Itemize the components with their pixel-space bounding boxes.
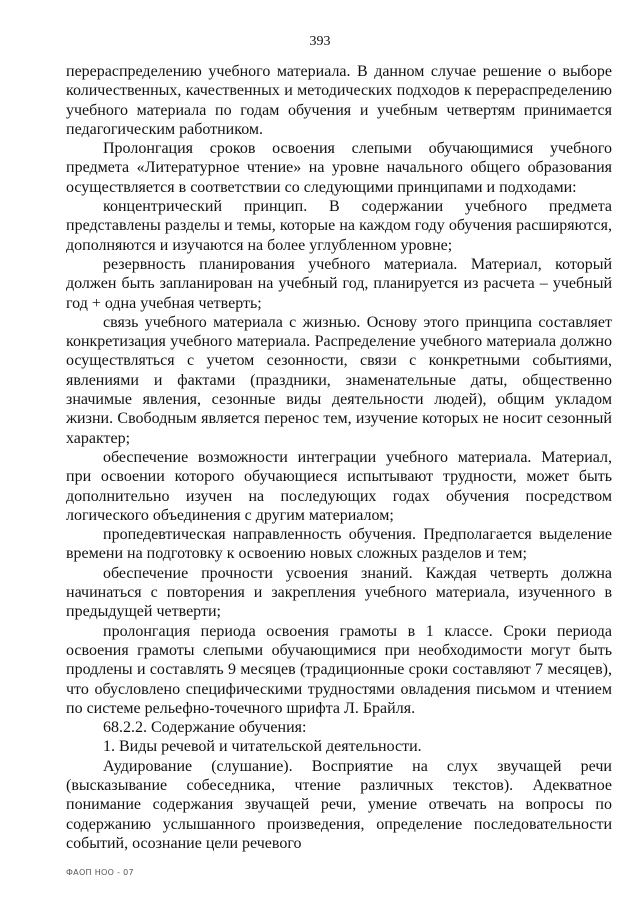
paragraph-knowledge-retention: обеспечение прочности усвоения знаний. Каждая четверть должна начинаться с повторения и закрепления учебного материала, изученного в предыдущей четверти; bbox=[66, 564, 612, 621]
paragraph-integration: обеспечение возможности интеграции учебного материала. Материал, при освоении которого обучающиеся испытывают трудности, может быть дополнительно изучен на последующих годах обучения посредством логического объединения с другим материалом; bbox=[66, 448, 612, 524]
paragraph-planning-reserve: резервность планирования учебного материала. Материал, который должен быть запланирован на учебный год, планируется из расчета – учебный год + одна учебная четверть; bbox=[66, 255, 612, 312]
paragraph-concentric-principle: концентрический принцип. В содержании учебного предмета представлены разделы и темы, которые на каждом году обучения расширяются, дополняются и изучаются на более углубленном уровне; bbox=[66, 198, 612, 254]
subsection-heading-speech-activity: 1. Виды речевой и читательской деятельности. bbox=[103, 738, 422, 756]
footer-document-code: ФАОП НОО - 07 bbox=[66, 868, 134, 877]
paragraph-continuation: перераспределению учебного материала. В данном случае решение о выборе количественных, качественных и методических подходов к перераспределению учебного материала по годам обучения и учебным четвертям принимается педагогическим работником. bbox=[66, 63, 612, 138]
section-heading-content: 68.2.2. Содержание обучения: bbox=[103, 719, 307, 737]
page-number: 393 bbox=[309, 34, 331, 49]
paragraph-life-connection: связь учебного материала с жизнью. Основу этого принципа составляет конкретизация учебного материала. Распределение учебного материала должно осуществляться с учетом сезонности, связи с конкретными событиями, явлениями и фактами (праздники, знаменательные даты, общественно значимые явления, сезонные виды деятельности людей), общим укладом жизни. Свободным является перенос тем, изучение которых не носит сезонный характер; bbox=[66, 313, 612, 447]
paragraph-literacy-period: пролонгация периода освоения грамоты в 1 классе. Сроки периода освоения грамоты слепыми обучающимися при необходимости могут быть продлены и составлять 9 месяцев (традиционные сроки составляют 7 месяцев), что обусловлено специфическими трудностями овладения письмом и чтением по системе рельефно-точечного шрифта Л. Брайля. bbox=[66, 622, 612, 717]
paragraph-prolongation-intro: Пролонгация сроков освоения слепыми обучающимися учебного предмета «Литературное чтение» на уровне начального общего образования осуществляется в соответствии со следующими принципами и подходами: bbox=[66, 140, 612, 196]
paragraph-propaedeutic: пропедевтическая направленность обучения. Предполагается выделение времени на подготовку к освоению новых сложных разделов и тем; bbox=[66, 526, 612, 563]
document-body bbox=[66, 62, 612, 853]
paragraph-listening: Аудирование (слушание). Восприятие на слух звучащей речи (высказывание собеседника, чтение различных текстов). Адекватное понимание содержания звучащей речи, умение отвечать на вопросы по содержанию услышанного произведения, определение последовательности событий, осознание цели речевого bbox=[66, 757, 612, 852]
